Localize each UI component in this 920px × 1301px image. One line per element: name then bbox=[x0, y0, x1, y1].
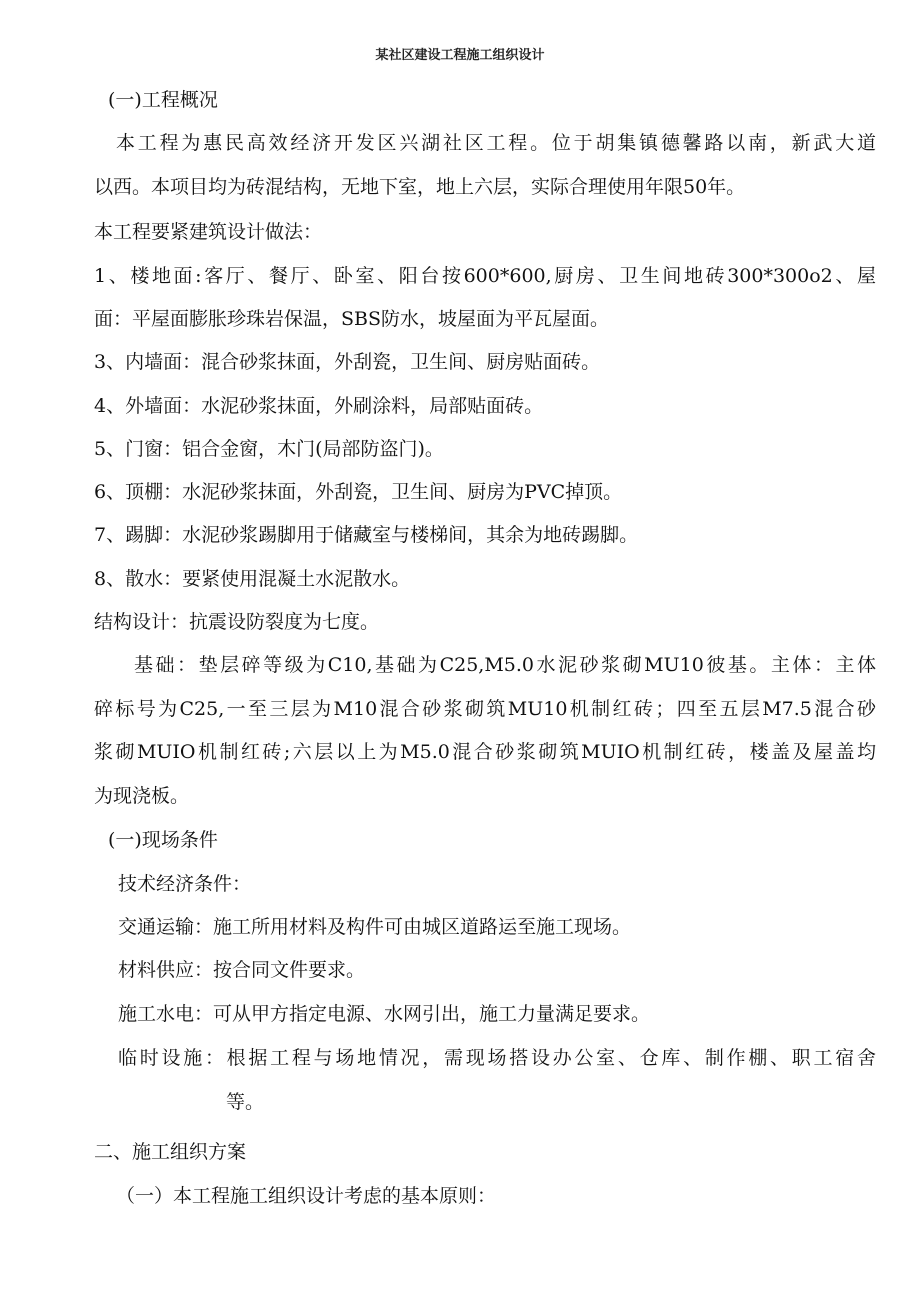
site-transport: 交通运输：施工所用材料及构件可由城区道路运至施工现场。 bbox=[118, 916, 632, 938]
overview-paragraph-line-2: 以西。本项目均为砖混结构，无地下室，地上六层，实际合理使用年限50年。 bbox=[94, 176, 746, 198]
design-item-6: 6、顶棚：水泥砂浆抹面，外刮瓷，卫生间、厨房为PVC掉顶。 bbox=[94, 481, 623, 503]
site-heading: (一)现场条件 bbox=[108, 829, 218, 851]
design-item-1-line-1: 1、楼地面:客厅、餐厅、卧室、阳台按600*600,厨房、卫生间地砖300*300o2、屋 bbox=[94, 265, 876, 287]
construction-plan-subheading: （一）本工程施工组织设计考虑的基本原则： bbox=[116, 1185, 497, 1207]
overview-heading: (一)工程概况 bbox=[108, 89, 218, 111]
design-item-7: 7、踢脚：水泥砂浆踢脚用于储藏室与楼梯间，其余为地砖踢脚。 bbox=[94, 524, 639, 546]
foundation-line-3: 浆砌MUIO机制红砖;六层以上为M5.0混合砂浆砌筑MUIO机制红砖，楼盖及屋盖均 bbox=[94, 741, 876, 763]
design-item-5: 5、门窗：铝合金窗，木门(局部防盗门)。 bbox=[94, 438, 444, 460]
design-item-1-line-2: 面：平屋面膨胀珍珠岩保温，SBS防水，坡屋面为平瓦屋面。 bbox=[94, 308, 609, 330]
site-water-electricity: 施工水电：可从甲方指定电源、水网引出，施工力量满足要求。 bbox=[118, 1003, 651, 1025]
site-temporary-facilities-line-1: 临时设施：根据工程与场地情况，需现场搭设办公室、仓库、制作棚、职工宿舍 bbox=[118, 1047, 876, 1069]
structure-design: 结构设计：抗震设防裂度为七度。 bbox=[94, 611, 380, 633]
page-header-title: 某社区建设工程施工组织设计 bbox=[375, 48, 545, 63]
design-item-3: 3、内墙面：混合砂浆抹面，外刮瓷，卫生间、厨房贴面砖。 bbox=[94, 351, 601, 373]
design-item-8: 8、散水：要紧使用混凝土水泥散水。 bbox=[94, 568, 411, 590]
site-temporary-facilities-line-2: 等。 bbox=[226, 1091, 265, 1113]
foundation-line-2: 碎标号为C25,一至三层为M10混合砂浆砌筑MU10机制红砖；四至五层M7.5混合砂 bbox=[94, 698, 876, 720]
design-intro: 本工程要紧建筑设计做法： bbox=[94, 221, 323, 243]
foundation-line-1: 基础：垫层碎等级为C10,基础为C25,M5.0水泥砂浆砌MU10彼基。主体：主体 bbox=[134, 654, 876, 676]
construction-plan-heading: 二、施工组织方案 bbox=[94, 1141, 247, 1163]
site-material-supply: 材料供应：按合同文件要求。 bbox=[118, 959, 366, 981]
site-tech-conditions: 技术经济条件： bbox=[118, 873, 252, 895]
design-item-4: 4、外墙面：水泥砂浆抹面，外刷涂料，局部贴面砖。 bbox=[94, 395, 544, 417]
overview-paragraph-line-1: 本工程为惠民高效经济开发区兴湖社区工程。位于胡集镇德馨路以南，新武大道 bbox=[116, 132, 876, 154]
foundation-line-4: 为现浇板。 bbox=[94, 785, 190, 807]
